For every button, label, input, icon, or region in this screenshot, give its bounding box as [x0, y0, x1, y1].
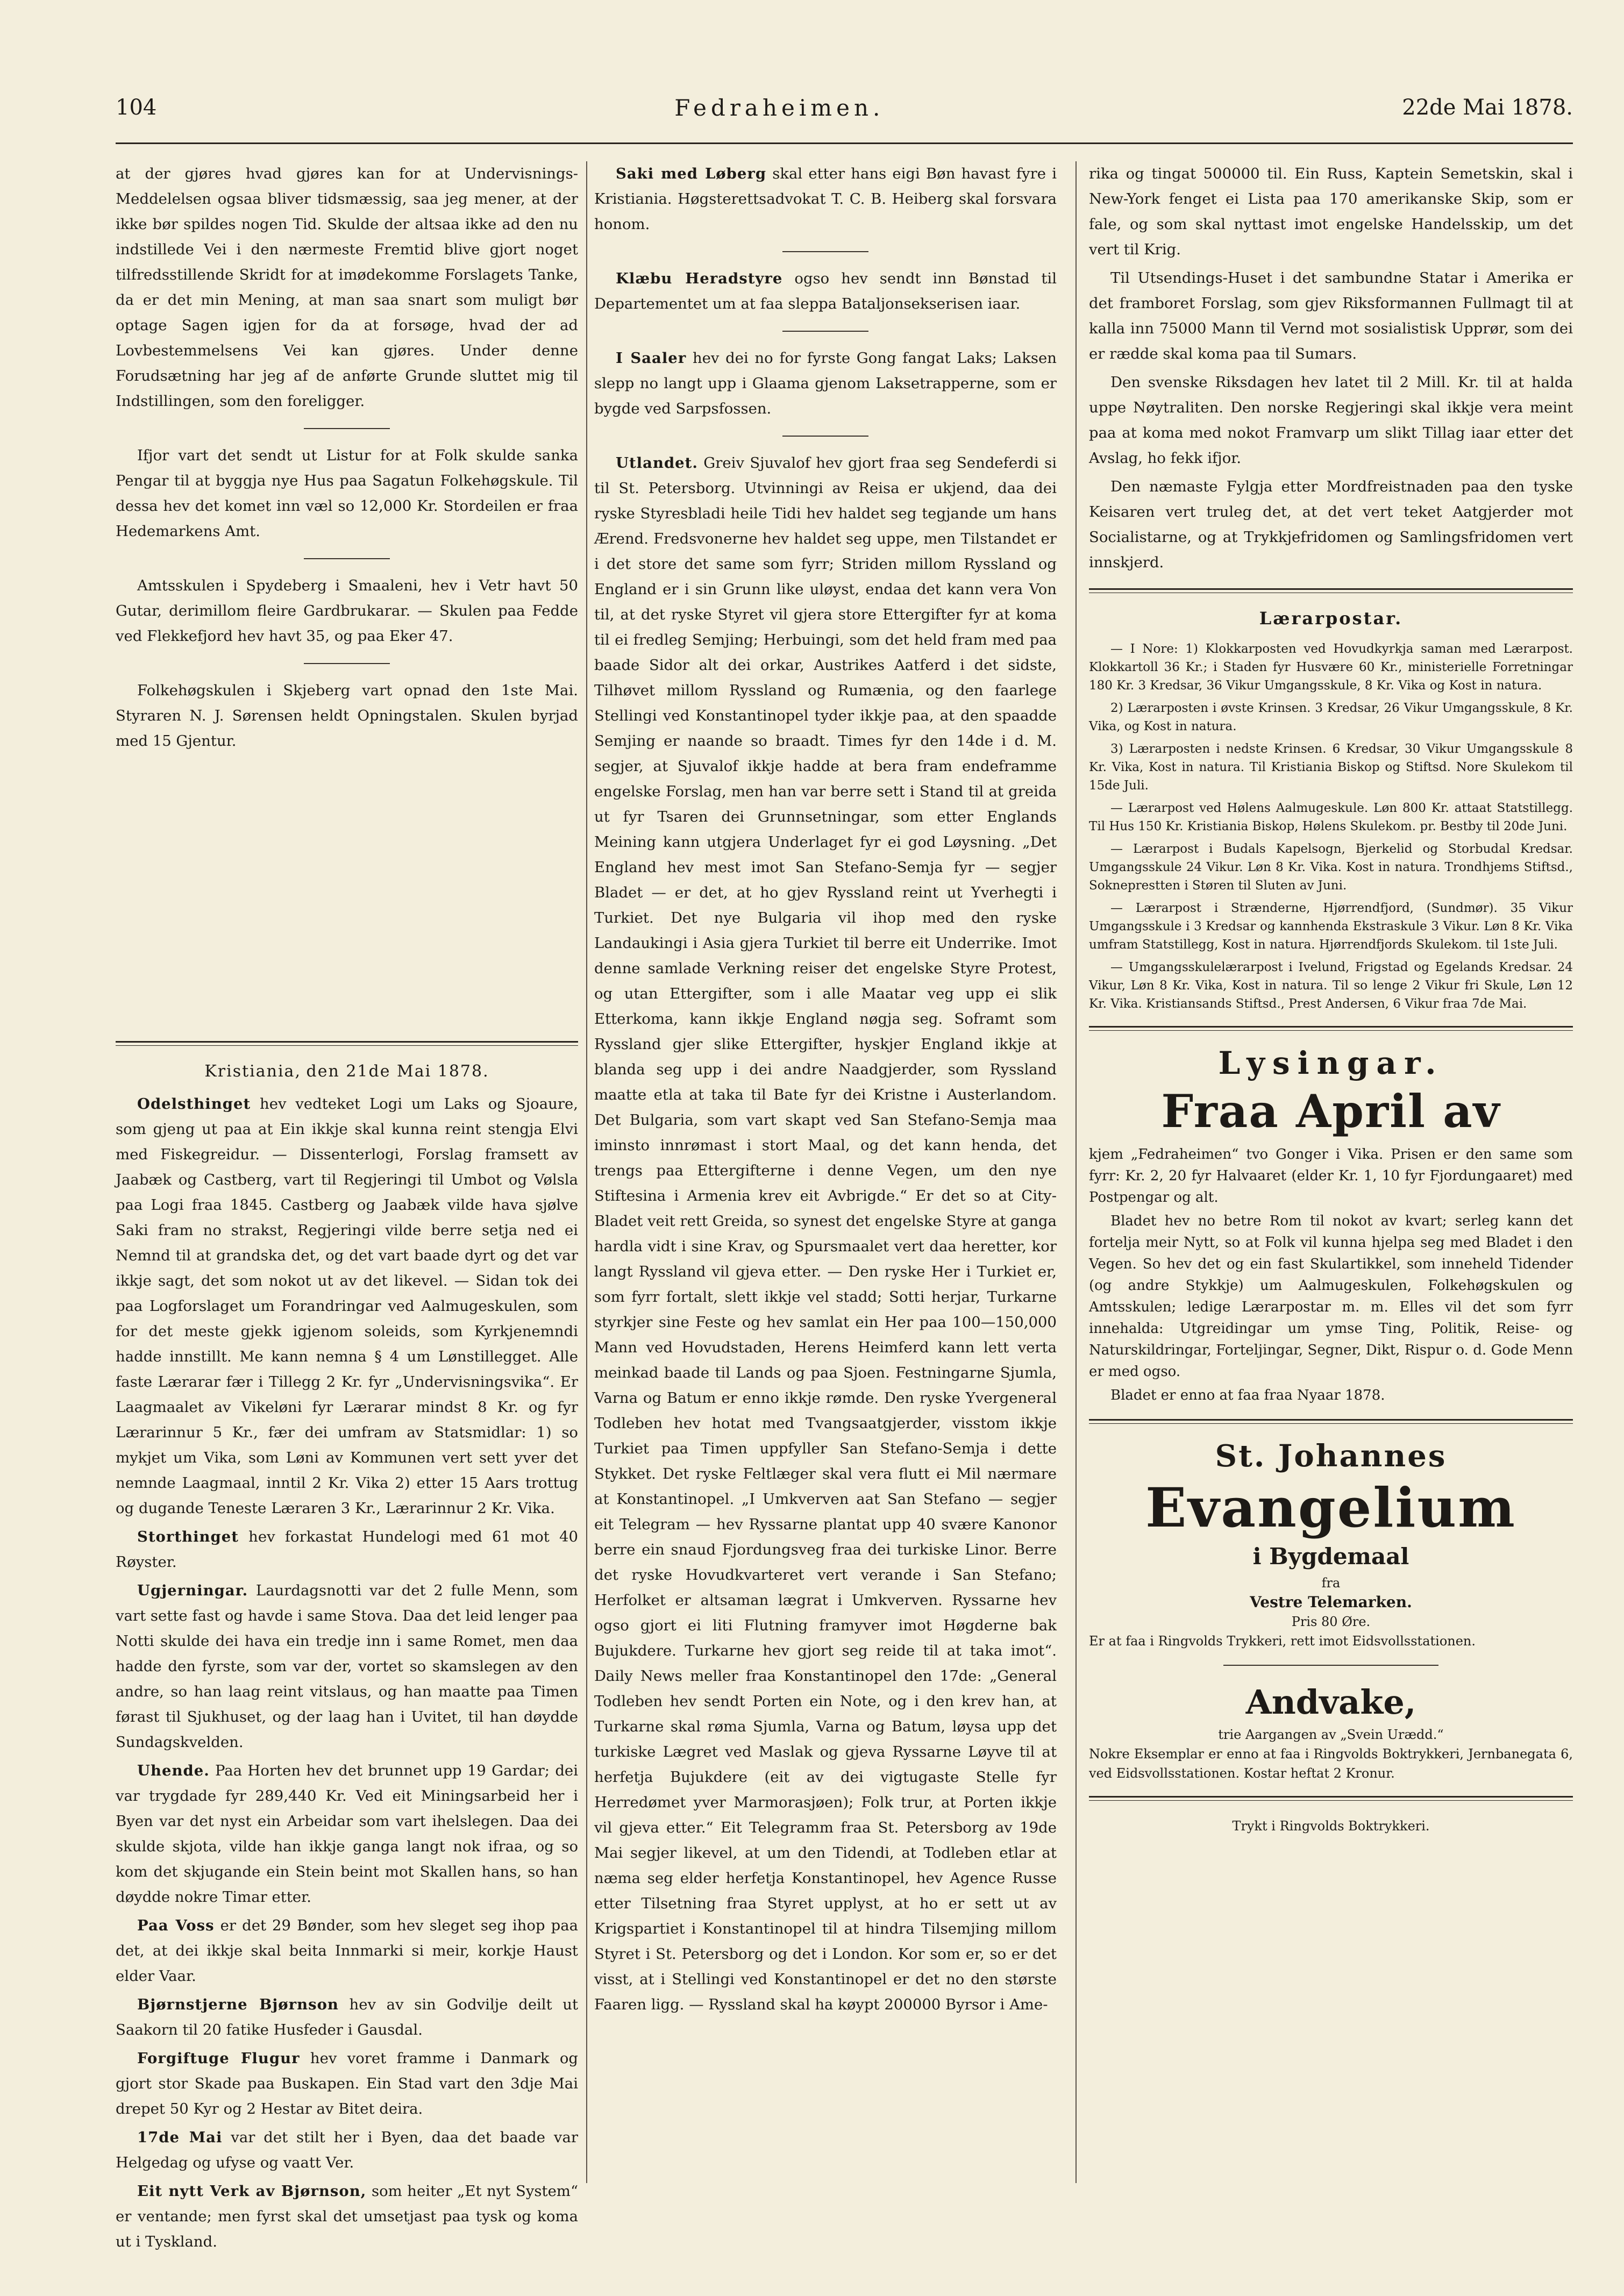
article-voss — [116, 1913, 578, 1989]
text-storthinget: hev forkastat Hundelogi med 61 mot 40 Røyster. — [116, 1528, 578, 1571]
lead-nytt-verk: Eit nytt Verk av Bjørnson, — [137, 2183, 367, 2200]
laerarpost-item: 3) Lærarposten i nedste Krinsen. 6 Kredsar, 30 Vikur Umgangsskule 8 Kr. Vika, Kost in natura. Til Kristiania Biskop og Stiftsd. Nore Skulekom til 15de Juli. — [1089, 742, 1573, 793]
article-ugjerningar — [116, 1578, 578, 1755]
laerarpost-item: 2) Lærarposten i øvste Krinsen. 3 Kredsar, 26 Vikur Umgangsskule, 8 Kr. Vika, og Kost in natura. — [1089, 701, 1573, 733]
article-mordfreistnad: Den næmaste Fylgja etter Mordfreistnaden paa den tyske Keisaren vert truleg det, at det vert teket Aatgjerder mot Socialistarne, og at Trykkjefridomen og Samlingsfridomen vert innskjerd. — [1089, 478, 1573, 571]
evangelium-ad — [1089, 1437, 1573, 1651]
article-17de-mai — [116, 2125, 578, 2176]
evangelium-text: Er at faa i Ringvolds Trykkeri, rett imot Eidsvollsstationen. — [1089, 1634, 1476, 1649]
separator — [782, 251, 868, 252]
article-loberg — [594, 161, 1057, 237]
laerarpost-item: — I Nore: 1) Klokkarposten ved Hovudkyrkja saman med Lærarpost. Klokkartoll 36 Kr.; i Staden fyr Husvære 60 Kr., ministerielle Forretningar 180 Kr. 3 Kredsar, 36 Vikur Umgangsskule, 8 Kr. Vika og Kost in natura. — [1089, 642, 1573, 693]
article-nytt-verk — [116, 2179, 578, 2255]
andvake-ad — [1089, 1680, 1573, 1783]
separator — [304, 558, 390, 559]
andvake-heading: Andvake, — [1245, 1682, 1416, 1722]
text-loberg: skal etter hans eigi Bøn havast fyre i Kristiania. Høgsterettsadvokat T. C. B. Heiberg skal forsvara honom. — [594, 165, 1057, 233]
laerarpost-item: — Umgangsskulelærarpost i Ivelund, Frigstad og Egelands Kredsar. 24 Vikur, Løn 8 Kr. Vika, Kost in natura. Til so lenge 2 Vikur fri Skule, Løn 12 Kr. Vika. Kristiansands Stiftsd., Prest Andersen, 6 Vikur fraa 7de Mai. — [1089, 960, 1573, 1011]
article-uhende — [116, 1758, 578, 1910]
separator — [782, 436, 868, 437]
dateline — [116, 1059, 578, 1084]
column-divider-1 — [586, 161, 587, 2183]
separator — [1223, 1665, 1438, 1666]
article-amtsskulen: Amtsskulen i Spydeberg i Smaaleni, hev i Vetr havt 50 Gutar, derimillom fleire Gardbrukarar. — Skulen paa Fedde ved Flekkefjord hev havt 35, og paa Eker 47. — [116, 577, 578, 645]
lead-flugur: Forgiftuge Flugur — [137, 2050, 300, 2067]
bygdemaal-heading: i Bygdemaal — [1252, 1543, 1409, 1570]
column-1 — [116, 161, 579, 2250]
ad-text: kjem „Fedraheimen“ tvo Gonger i Vika. Prisen er den same som fyrr: Kr. 2, 20 fyr Halvaaret (elder Kr. 1, 10 fyr Fjordungaaret) med Postpengar og alt. — [1089, 1146, 1573, 1206]
price: Pris 80 Øre. — [1291, 1614, 1371, 1629]
double-rule — [1089, 588, 1573, 593]
andvake-text: Nokre Eksemplar er enno at faa i Ringvolds Boktrykkeri, Jernbanegata 6, ved Eidsvollsstationen. Kostar heftat 2 Kronur. — [1089, 1746, 1573, 1781]
lead-storthinget: Storthinget — [137, 1528, 239, 1545]
printer-imprint: Trykt i Ringvolds Boktrykkeri. — [1232, 1819, 1430, 1834]
article-riksdagen: Den svenske Riksdagen hev latet til 2 Mill. Kr. til at halda uppe Nøytraliten. Den norske Regjeringi skal ikkje vera meint paa at koma med nokot Framvarp um slikt Tillag iaar etter det Avslag, ho fekk ifjor. — [1089, 374, 1573, 467]
separator — [304, 428, 390, 429]
lead-uhende: Uhende. — [137, 1762, 210, 1779]
text-nytt-verk: som heiter „Et nyt System“ er ventande; men fyrst skal det umsetjast paa tysk og koma ut i Tyskland. — [116, 2183, 579, 2250]
double-rule — [1089, 1419, 1573, 1424]
masthead-title: Fedraheimen. — [674, 94, 885, 121]
lead-17de-mai: 17de Mai — [137, 2129, 223, 2146]
article-sambundne-statar: Til Utsendings-Huset i det sambundne Statar i Amerika er det framboret Forslag, som gjev Riksformannen Fullmagt til at kalla inn 75000 Mann til Vernd mot sosialistisk Upprør, som dei er rædde skal koma paa til Sumars. — [1089, 269, 1573, 362]
article-flugur — [116, 2046, 578, 2122]
separator — [304, 663, 390, 664]
text-flugur: hev voret framme i Danmark og gjort stor Skade paa Buskapen. Ein Stad vart den 3dje Mai drepet 50 Kyr og 2 Hestar av Bitet deira. — [116, 2050, 578, 2117]
fedraheimen-ad — [1089, 1144, 1573, 1406]
separator — [782, 331, 868, 332]
article-sagatun: Ifjor vart det sendt ut Listur for at Folk skulde sanka Pengar til at byggja nye Hus paa Sagatun Folkehøgskule. Til dessa hev det komet inn væl so 12,000 Kr. Stordeilen er fraa Hedemarkens Amt. — [116, 447, 578, 540]
lead-bjornson: Bjørnstjerne Bjørnson — [137, 1996, 339, 2013]
page-number: 104 — [116, 95, 157, 120]
double-rule — [1089, 1796, 1573, 1801]
evangelium-heading: Evangelium — [1145, 1476, 1516, 1539]
issue-date: 22de Mai 1878. — [1402, 95, 1573, 120]
fraa-april-heading: Fraa April av — [1161, 1085, 1501, 1138]
text-ugjerningar: Laurdagsnotti var det 2 fulle Menn, som vart sette fast og havde i same Stova. Daa det leid lenger paa Notti skulde dei hava ein tredje inn i same Romet, men daa hadde den fyrste, som var der, vortet so skamslegen av den andre, so han laag reint vitslaus, og han maatte paa Timen førast til Sjukhuset, og der laag han i Uvitet, til han døydde Sundagskvelden. — [116, 1582, 578, 1751]
lead-ugjerningar: Ugjerningar. — [137, 1582, 248, 1599]
article-utlandet — [594, 451, 1057, 2017]
text-saaler: hev dei no for fyrste Gong fangat Laks; Laksen slepp no langt upp i Glaama gjenom Laksetrapperne, som er bygde ved Sarpsfossen. — [594, 350, 1057, 417]
article-bjornson — [116, 1992, 578, 2043]
article-odelsthinget — [116, 1092, 578, 1521]
andvake-subtitle: trie Aargangen av „Svein Urædd.“ — [1218, 1727, 1444, 1742]
laerarpostar-list — [1089, 640, 1573, 1013]
article-storthinget — [116, 1524, 578, 1575]
laerarpostar-heading: Lærarpostar. — [1259, 608, 1403, 629]
double-rule — [116, 1041, 578, 1046]
article-klaebu — [594, 266, 1057, 317]
lead-klaebu: Klæbu Heradstyre — [616, 270, 783, 287]
text-odelsthinget: hev vedteket Logi um Laks og Sjoaure, som gjeng ut paa at Ein ikkje skal kunna reint stengja Elvi med Fiskegreidur. — Dissenterlogi, Forslag framsett av Jaabæk og Castberg, vart til Regjeringi til Umbot og Vølsla paa Logi fraa 1845. Castberg og Jaabæk vilde hava sjølve Saki fram no strakst, Regjeringi vilde berre setja ned ei Nemnd til at grandska det, og det vart baade dyrt og det var ikkje sagt, det som nokot ut av det likevel. — Sidan tok dei paa Logforslaget um Forandringar ved Aalmugeskulen, som for det meste gjekk igjenom soleids, som Kyrkjenemndi hadde innstillt. Me kann nemna § 4 um Lønstillegget. Alle faste Lærarar fær i Tillegg 2 Kr. fyr „Undervisningsvika“. Er Laagmaalet av Vikeløni fyr Lærarar mindst 8 Kr. og fyr Lærarinnur 5 Kr., fær dei umfram av Statsmidlar: 1) so mykjet um Vika, som Løni av Kommunen vert sett yver det nemnde Laagmaal, inntil 2 Kr. Vika 2) etter 15 Aars trottug og dugande Teneste Læraren 3 Kr., Lærarinnur 2 Kr. Vika. — [116, 1095, 578, 1517]
ad-text: Bladet hev no betre Rom til nokot av kvart; serleg kann det fortelja meir Nytt, so at Folk vil kunna hjelpa seg med Bladet i den Vegen. So hev det og ein fast Skulartikkel, som inneheld Tidender (og andre Stykkje) um Aalmugeskulen, Folkehøgskulen og Amtsskulen; ledige Lærarpostar m. m. Elles vil det som fyrr innehalda: Utgreidingar um ymse Ting, Politik, Reise- og Naturskildringar, Forteljingar, Segner, Dikt, Rispur o. d. Gode Menn er med ogso. — [1089, 1213, 1573, 1380]
laerarpost-item: — Lærarpost ved Hølens Aalmugeskule. Løn 800 Kr. attaat Statstillegg. Til Hus 150 Kr. Kristiania Biskop, Hølens Skulekom. pr. Bestby til 20de Juni. — [1089, 801, 1573, 833]
text-klaebu: ogso hev sendt inn Bønstad til Departementet um at faa sleppa Bataljonsekserisen iaar. — [594, 270, 1057, 312]
text-utlandet: Greiv Sjuvalof hev gjort fraa seg Sendeferdi si til St. Petersborg. Utvinningi av Reisa er ukjend, daa dei ryske Styresbladi heile Tidi hev haldet seg tegjande um hans Ærend. Fredsvonerne hev haldet seg uppe, men Tilstandet er i det store det same som fyrr; Striden millom Ryssland og England er i sin Grunn like uløyst, endaa det kann vera Von til, at det ryske Styret vil gjera store Ettergifter fyr at koma til ei fredleg Semjing; Herbuingi, som det held fram med paa baade Sidor alt dei orkar, Austrikes Aatferd i det sidste, Tilhøvet millom Ryssland og Rumænia, og den faarlege Stellingi ved Konstantinopel tyder ikkje paa, at den spaadde Semjing er naande so braadt. Times fyr den 14de i d. M. segjer, at Sjuvalof ikkje hadde at bera fram endeframme engelske Forslag, men han var berre sett i Stand til at greida ut fyr Tsaren dei Grunnsetningar, som etter Englands Meining kann utgjera Underlaget fyr ei god Løysning. „Det England hev mest imot San Stefano-Semja fyr — segjer Bladet — er det, at ho gjev Ryssland reint ut Yverhegti i Turkiet. Det nye Bulgaria vil ihop med den ryske Landaukingi i Asia gjera Turkiet til berre eit Underrike. Imot denne samlade Verkning reiser det engelske Styre Protest, og utan Ettergifter, som i alle Maatar veg upp ei slik Etterkoma, kann ikkje England nøgja seg. Soframt som Ryssland gjer slike Ettergifter, hyskjer England ikkje at blanda seg upp i dei andre Naadgjerder, som Ryssland maatte etla at taka til Bate fyr dei Kristne i Austerlandom. Det Bulgaria, som vart skapt ved San Stefano-Semja maa iminsto innrømast i stort Maal, og det kann henda, det trengs paa Ettergifterne i denne Vegen, um den nye Stiftesina i Armenia krev eit Avbrigde.“ Er det so at City-Bladet veit rett Greida, so synest det engelske Styre at ganga hardla vidt i sine Krav, og Spursmaalet vert daa heretter, kor langt Ryssland vil gjeva etter. — Den ryske Her i Turkiet er, som fyrr fortalt, slett ikkje vel stadd; Sotti herjar, Turkarne styrkjer sine Feste og hev samlat ein Her paa 100—150,000 Mann ved Hovudstaden, Herens Heimferd kann lett verta meinkad baade til Lands og paa Sjoen. Festningarne Sjumla, Varna og Batum er enno ikkje rømde. Den ryske Yvergeneral Todleben hev hotat med Tvangsaatgjerder, visstom ikkje Turkiet paa Timen uppfyller San Stefano-Semja i dette Stykket. Det ryske Feltlæger skal vera flutt ei Mil nærmare at Konstantinopel. „I Umkverven aat San Stefano — segjer eit Telegram — hev Ryssarne plantat upp 40 svære Kanonor berre ein snaud Fjordungsveg fraa dei turkiske Linor. Berre det ryske Hovudkvarteret vert verande i San Stefano; Herfolket er altsaman lægrat i Umkverven. Ryssarne hev ogso gjort ei liti Flutning framyver imot Høgderne bak Bujukdere. Turkarne hev gjort seg reide til at taka imot“. Daily News meller fraa Konstantinopel den 17de: „General Todleben hev sendt Porten ein Note, og i den krev han, at Turkarne skal røma Sjumla, Varna og Batum, løysa upp det turkiske Lægret ved Maslak og gjeva Ryssarne Løyve til at herfetja Bujukdere (eit av dei vigtugaste Stelle fyr Herredømet yver Marmorasjøen); Folk trur, at Porten ikkje vil gjeva etter.“ Eit Telegramm fraa St. Petersborg av 19de Mai segjer likevel, at um den Tidendi, at Todleben etlar at næma seg elder herfetja Konstantinopel, hev Agence Russe etter Tilsetning fraa Styret upplyst, at ho er sett ut av Krigspartiet i Konstantinopel til at hindra Tilsemjing millom Styret i St. Petersborg og det i London. Kor som er, so er det visst, at i Stellingi ved Konstantinopel er det no den største Faaren ligg. — Ryssland skal ha køypt 200000 Byrsor i Ame- — [594, 454, 1057, 2013]
article-undervisning-cont: at der gjøres hvad gjøres kan for at Undervisnings-Meddelelsen ogsaa bliver tidsmæssig, saa jeg mener, at der ikke bør spildes nogen Tid. Skulde der altsaa ikke ad den nu indstillede Vei i den nærmeste Fremtid blive gjort noget tilfredsstillende Skridt for at imødekomme Forslagets Tanke, da er det min Mening, at man saa snart som muligt bør optage Sagen igjen for da at forsøge, hvad der ad Lovbestemmelsens Vei kan gjøres. Under denne Forudsætning har jeg af de anførte Grunde sluttet mig til Indstillingen, som den foreligger. — [116, 165, 578, 410]
column-3 — [1089, 161, 1573, 2183]
text-uhende: Paa Horten hev det brunnet upp 19 Gardar; dei var trygdade fyr 289,440 Kr. Ved eit Miningsarbeid her i Byen var det nyst ein Arbeidar som vart ihelslegen. Daa dei skulde skjota, vilde han ikkje ganga langt nok ifraa, og so kom det skjugande ein Stein beint mot Skallen hans, so han døydde nokre Timar etter. — [116, 1762, 579, 1906]
lead-odelsthinget: Odelsthinget — [137, 1095, 251, 1113]
lead-voss: Paa Voss — [137, 1917, 215, 1934]
text-voss: er det 29 Bønder, som hev sleget seg ihop paa det, at dei ikkje skal beita Innmarki si meir, korkje Haust elder Vaar. — [116, 1917, 578, 1985]
article-utlandet-cont: rika og tingat 500000 til. Ein Russ, Kaptein Semetskin, skal i New-York fenget ei Lista paa 170 amerikanske Skip, som er fale, og som skal nyttast imot engelske Handelsskip, um det vert til Krig. — [1089, 165, 1573, 258]
text-bjornson: hev av sin Godvilje deilt ut Saakorn til 20 fatike Husfeder i Gausdal. — [116, 1996, 579, 2038]
st-johannes-heading: St. Johannes — [1215, 1438, 1447, 1474]
text-17de-mai: var det stilt her i Byen, daa det baade var Helgedag og ufyse og vaatt Ver. — [116, 2129, 578, 2171]
header-rule — [116, 142, 1573, 144]
laerarpost-item: — Lærarpost i Budals Kapelsogn, Bjerkelid og Storbudal Kredsar. Umgangsskule 24 Vikur. Løn 8 Kr. Vika. Kost in natura. Trondhjems Stiftsd., Sokneprestten i Støren til Sluten av Juni. — [1089, 842, 1573, 893]
article-skjeberg: Folkehøgskulen i Skjeberg vart opnad den 1ste Mai. Styraren N. J. Sørensen heldt Opningstalen. Skulen byrjad med 15 Gjentur. — [116, 682, 578, 750]
lead-utlandet: Utlandet. — [616, 454, 698, 472]
lysingar-heading: Lysingar. — [1218, 1045, 1444, 1081]
article-saaler — [594, 346, 1057, 422]
column-2 — [594, 161, 1057, 2183]
ad-text: Bladet er enno at faa fraa Nyaar 1878. — [1110, 1387, 1385, 1403]
vestre-telemarken: Vestre Telemarken. — [1250, 1593, 1412, 1611]
lead-loberg: Saki med Løberg — [616, 165, 767, 182]
laerarpost-item: — Lærarpost i Strænderne, Hjørrendfjord, (Sundmør). 35 Vikur Umgangsskule i 3 Kredsar og kannhenda Ekstraskule 3 Vikur. Løn 8 Kr. Vika umfram Statstillegg, Kost in natura. Hjørrendfjords Skulekom. til 1ste Juli. — [1089, 901, 1573, 952]
dateline-date: den 21de Mai 1878. — [306, 1062, 489, 1081]
folkehogskule-block — [116, 161, 578, 1028]
dateline-city: Kristiania, — [204, 1062, 301, 1081]
fra-label: fra — [1321, 1575, 1341, 1591]
lead-saaler: I Saaler — [616, 350, 687, 367]
page-header — [116, 86, 1573, 129]
double-rule — [1089, 1026, 1573, 1031]
column-divider-2 — [1075, 161, 1077, 2183]
